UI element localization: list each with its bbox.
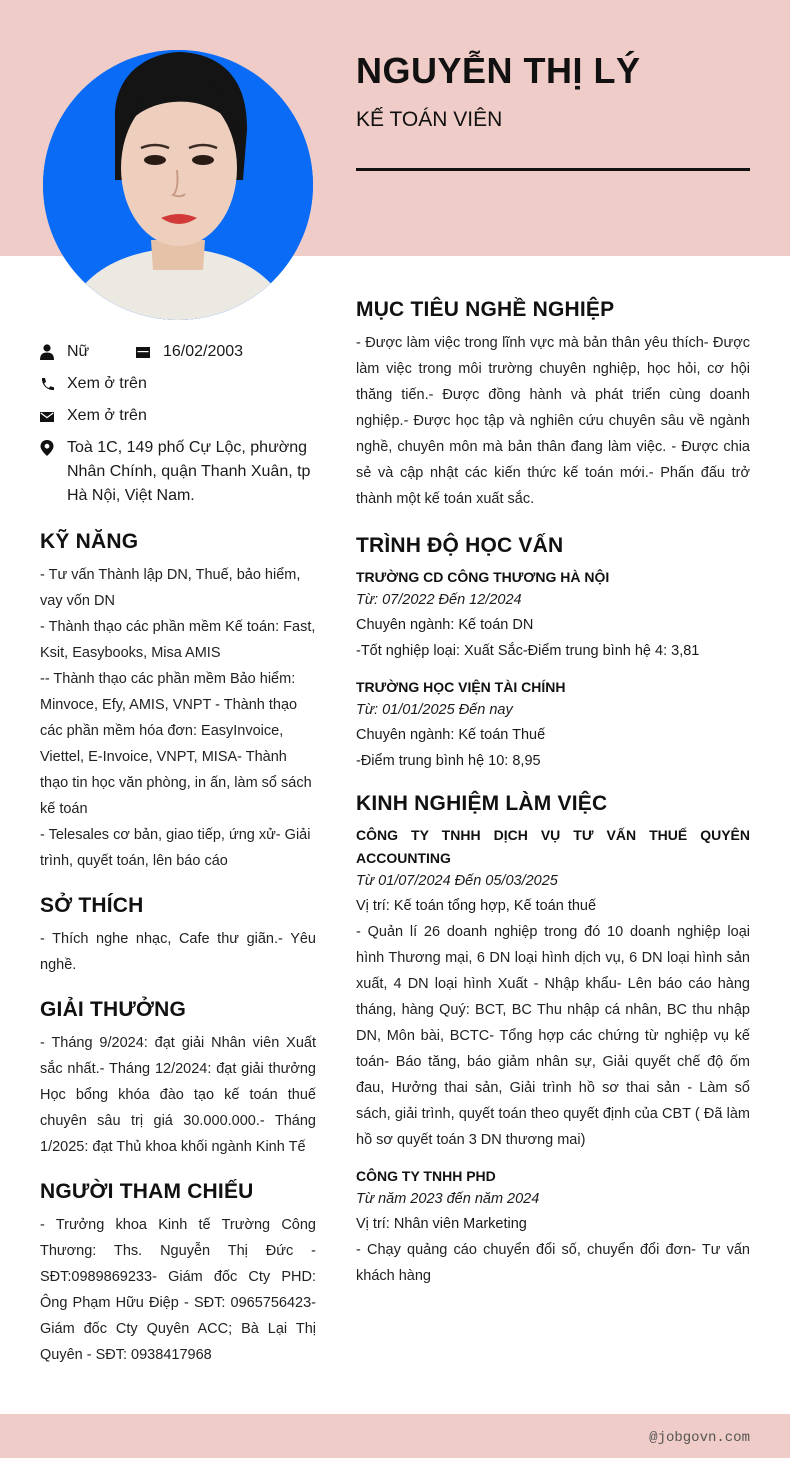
experience-date: Từ năm 2023 đến năm 2024 <box>356 1191 540 1207</box>
education-major: Chuyên ngành: Kế toán Thuế <box>356 727 546 743</box>
skill-item: - Tư vấn Thành lập DN, Thuế, bảo hiểm, vay vốn DN <box>40 567 301 609</box>
skills-heading: KỸ NĂNG <box>40 530 139 553</box>
skill-item: -- Thành thạo các phần mềm Bảo hiểm: Minvoce, Efy, AMIS, VNPT - Thành thạo các phần mềm hóa đơn: EasyInvoice, Viettel, E-Invoice, VNPT, MISA- Thành thạo tin học văn phòng, in ấn, làm sổ sách kế toán <box>40 671 312 817</box>
job-title: KẾ TOÁN VIÊN <box>356 108 503 131</box>
phone-value: Xem ở trên <box>67 375 147 392</box>
right-column <box>356 298 750 1289</box>
birthday-value: 16/02/2003 <box>163 343 244 360</box>
phone-icon <box>40 376 54 392</box>
address-value: Toà 1C, 149 phố Cự Lộc, phường Nhân Chính, quận Thanh Xuân, tp Hà Nội, Việt Nam. <box>67 439 311 504</box>
phone-row <box>40 372 316 396</box>
hobbies-text: - Thích nghe nhạc, Cafe thư giãn.- Yêu nghề. <box>40 931 316 973</box>
skill-item: - Thành thạo các phần mềm Kế toán: Fast, Ksit, Easybooks, Misa AMIS <box>40 619 316 661</box>
calendar-icon <box>136 344 150 360</box>
experience-position: Vị trí: Kế toán tổng hợp, Kế toán thuế <box>356 898 597 914</box>
title-divider <box>356 168 750 171</box>
email-value: Xem ở trên <box>67 407 147 424</box>
education-date: Từ: 01/01/2025 Đến nay <box>356 702 513 718</box>
objective-heading: MỤC TIÊU NGHỀ NGHIỆP <box>356 298 615 321</box>
hobbies-heading: SỞ THÍCH <box>40 894 144 917</box>
company-name: CÔNG TY TNHH DỊCH VỤ TƯ VẤN THUẾ QUYÊN ACCOUNTING <box>356 827 750 866</box>
location-pin-icon <box>40 440 54 456</box>
education-result: -Điểm trung bình hệ 10: 8,95 <box>356 753 541 769</box>
experience-description: - Chạy quảng cáo chuyển đổi số, chuyển đổi đơn- Tư vấn khách hàng <box>356 1242 750 1284</box>
school-name: TRƯỜNG HỌC VIỆN TÀI CHÍNH <box>356 679 566 695</box>
objective-text: - Được làm việc trong lĩnh vực mà bản thân yêu thích- Được làm việc trong môi trường chuyên nghiệp, học hỏi, cơ hội thăng tiến.- Được đồng hành và phát triển cùng doanh nghiệp.- Được học tập và nghiên cứu chuyên sâu về ngành nghề, chuyên môn mà bản thân đang làm việc. - Được chia sẻ và cập nhật các kiến thức kế toán mới.- Phấn đấu trở thành một kế toán xuất sắc. <box>356 335 750 507</box>
address-row <box>40 436 316 508</box>
references-text: - Trưởng khoa Kinh tế Trường Công Thương: Ths. Nguyễn Thị Đức - SĐT:0989869233- Giám đốc Cty PHD: Ông Phạm Hữu Điệp - SĐT: 0965756423- Giám đốc Cty Quyên ACC; Bà Lại Thị Quyên - SĐT: 0938417968 <box>40 1217 316 1363</box>
skill-item: - Telesales cơ bản, giao tiếp, ứng xử- Giải trình, quyết toán, lên báo cáo <box>40 827 311 869</box>
candidate-name: NGUYỄN THỊ LÝ <box>356 50 641 91</box>
experience-date: Từ 01/07/2024 Đến 05/03/2025 <box>356 873 558 889</box>
awards-heading: GIẢI THƯỞNG <box>40 998 187 1021</box>
left-column <box>40 340 316 1368</box>
education-date: Từ: 07/2022 Đến 12/2024 <box>356 592 522 608</box>
education-heading: TRÌNH ĐỘ HỌC VẤN <box>356 534 564 557</box>
education-major: Chuyên ngành: Kế toán DN <box>356 617 534 633</box>
awards-text: - Tháng 9/2024: đạt giải Nhân viên Xuất sắc nhất.- Tháng 12/2024: đạt giải thưởng Học bổng khóa đào tạo kế toán thuế chuyên sâu trị giá 30.000.000.- Tháng 1/2025: đạt Thủ khoa khối ngành Kinh Tế <box>40 1035 316 1155</box>
gender-value: Nữ <box>67 343 90 360</box>
watermark-text: @jobgovn.com <box>649 1430 750 1446</box>
references-heading: NGƯỜI THAM CHIẾU <box>40 1180 254 1203</box>
experience-description: - Quản lí 26 doanh nghiệp trong đó 10 doanh nghiệp loại hình Thương mại, 6 DN loại hình dịch vụ, 6 DN loại hình sản xuất, 4 DN loại hình Xuất - Nhập khẩu- Lên báo cáo hàng tháng, hàng Quý: BCT, BC Thu nhập cá nhân, BC thu nhập DN, Môn bài, BCTC- Tổng hợp các chứng từ nghiệp vụ kế toán- Báo tăng, báo giảm nhân sự, Giải quyết chế độ ốm đau, Hưởng thai sản, Giải trình hồ sơ thai sản - Làm sổ sách, giải trình, quyết toán theo quyết định của CBT ( Đã làm hồ sơ quyết toán 3 DN thương mai) <box>356 924 750 1148</box>
profile-photo <box>43 50 313 320</box>
mail-icon <box>40 408 54 424</box>
person-icon <box>40 344 54 360</box>
email-row <box>40 404 316 428</box>
experience-position: Vị trí: Nhân viên Marketing <box>356 1216 527 1232</box>
experience-heading: KINH NGHIỆM LÀM VIỆC <box>356 792 608 815</box>
company-name: CÔNG TY TNHH PHD <box>356 1168 496 1184</box>
education-result: -Tốt nghiệp loại: Xuất Sắc-Điểm trung bình hệ 4: 3,81 <box>356 643 700 659</box>
gender-birthday-row <box>40 340 316 364</box>
school-name: TRƯỜNG CD CÔNG THƯƠNG HÀ NỘI <box>356 569 610 585</box>
